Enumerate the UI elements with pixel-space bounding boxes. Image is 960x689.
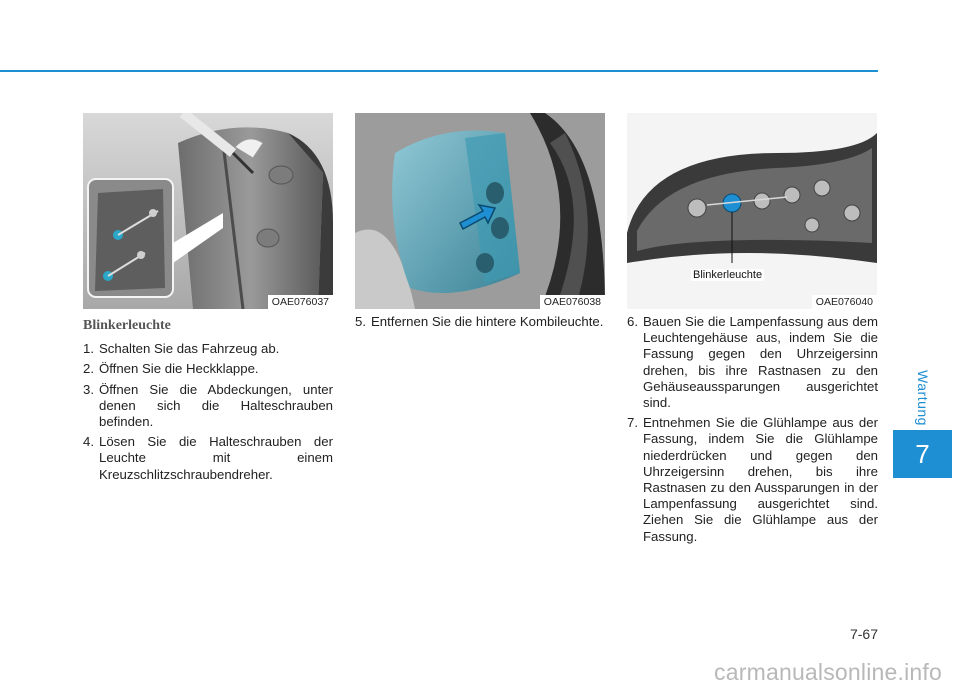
text-column-1 [83, 314, 333, 487]
text-column-2 [355, 314, 605, 334]
header-rule [0, 70, 878, 72]
step-text: Entnehmen Sie die Glühlampe aus der Fassung, indem Sie die Glühlampe niederdrücken und gegen den Uhrzeigersinn drehen, bis ihre Rastnasen zu den Aussparungen in der Lampenfassung ausgerichtet sind. Ziehen Sie die Glühlampe aus der Fassung. [643, 415, 878, 544]
page-number: 7-67 [849, 626, 878, 642]
section-heading: Blinkerleuchte [83, 318, 171, 333]
figure-code: OAE076037 [268, 295, 333, 309]
illustration-rear-lamp [355, 113, 605, 309]
step-text: Lösen Sie die Halteschrauben der Leuchte mit einem Kreuzschlitzschraubendreher. [99, 434, 333, 482]
figure-callout-label: Blinkerleuchte [693, 269, 763, 281]
step-number: 1. [83, 341, 94, 357]
step-number: 5. [355, 314, 366, 329]
chapter-number-tab: 7 [893, 430, 952, 478]
step-item [627, 415, 878, 545]
step-text: Entfernen Sie die hintere Kombileuchte. [371, 314, 604, 329]
step-item [355, 314, 605, 330]
step-number: 3. [83, 381, 94, 397]
step-text: Öffnen Sie die Abdeckungen, unter denen sich die Halteschrauben befinden. [99, 381, 333, 430]
step-number: 4. [83, 434, 94, 450]
illustration-trim-cover [83, 113, 333, 309]
step-text: Bauen Sie die Lampenfassung aus dem Leuchtengehäuse aus, indem Sie die Fassung gegen den Uhrzeigersinn drehen, bis ihre Rastnasen zu den Gehäuseaussparungen ausgerichtet sind. [643, 314, 878, 411]
figure-lamp-housing [627, 113, 877, 309]
chapter-side-label [893, 368, 953, 428]
step-item [83, 382, 333, 431]
figure-lamp-removal [355, 113, 605, 309]
watermark: carmanualsonline.info [714, 659, 942, 685]
figure-code: OAE076040 [812, 295, 877, 309]
text-column-3 [627, 314, 878, 549]
step-number: 7. [627, 415, 638, 431]
step-text: Öffnen Sie die Heckklappe. [99, 361, 259, 377]
step-item [83, 361, 333, 377]
step-item [83, 434, 333, 483]
step-item [627, 314, 878, 411]
chapter-label-text: Wartung [914, 370, 931, 426]
step-item [83, 341, 333, 357]
step-number: 6. [627, 314, 638, 329]
figure-screw-covers [83, 113, 333, 309]
step-text: Schalten Sie das Fahrzeug ab. [99, 341, 280, 357]
figure-code: OAE076038 [540, 295, 605, 309]
step-number: 2. [83, 361, 94, 377]
